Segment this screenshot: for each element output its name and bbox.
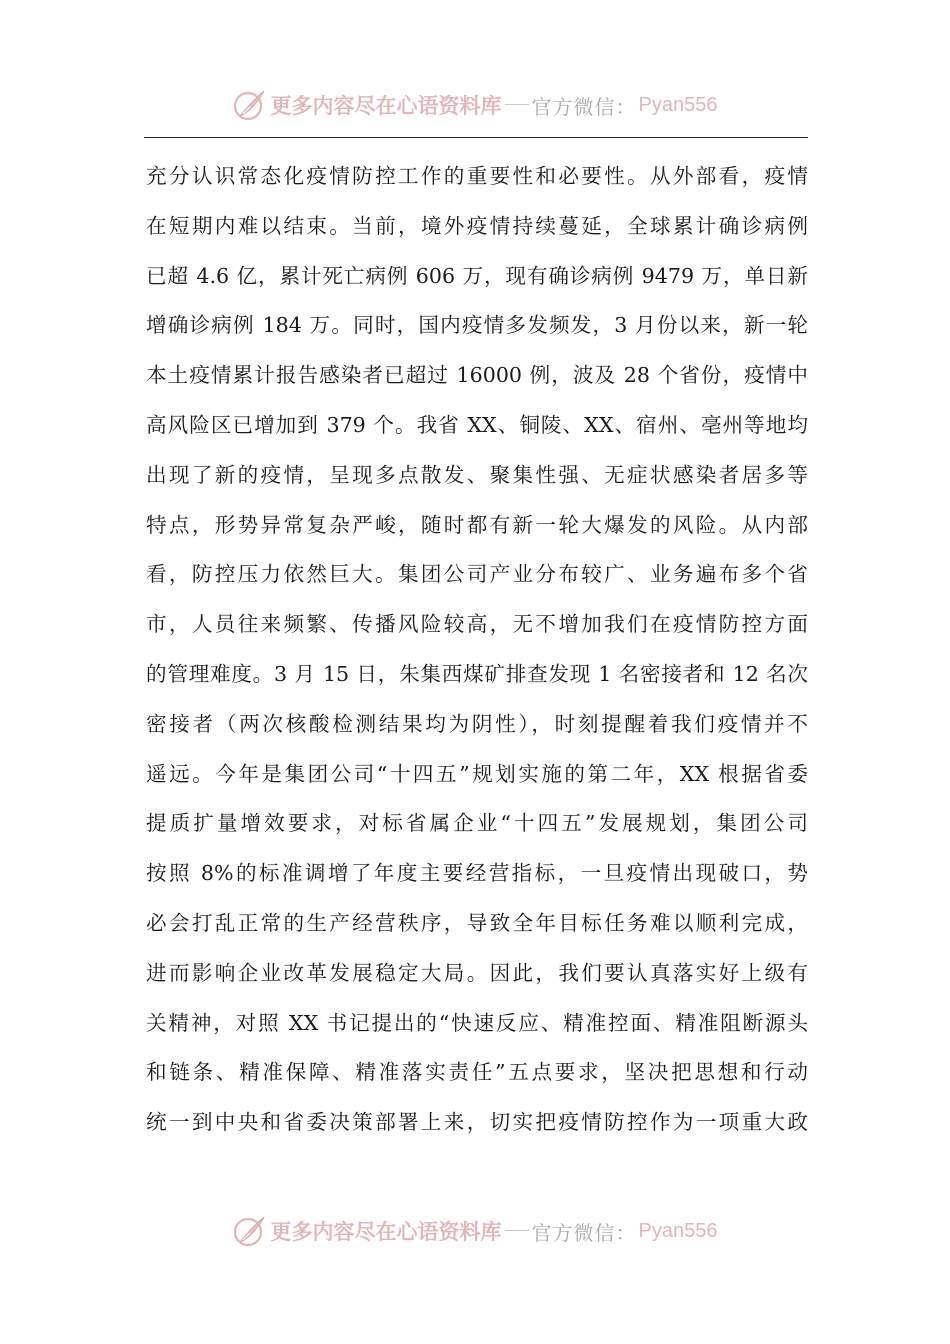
body-line: 和链条、精准保障、精准落实责任”五点要求，坚决把思想和行动 xyxy=(146,1060,808,1085)
header-dash xyxy=(505,104,529,105)
body-line: 充分认识常态化疫情防控工作的重要性和必要性。从外部看，疫情 xyxy=(146,164,808,188)
body-line: 特点，形势异常复杂严峻，随时都有新一轮大爆发的风险。从内部 xyxy=(146,512,808,537)
body-line: 密接者（两次核酸检测结果均为阴性），时刻提醒着我们疫情并不 xyxy=(146,711,808,736)
body-line: 必会打乱正常的生产经营秩序，导致全年目标任务难以顺利完成， xyxy=(146,910,808,935)
body-line: 统一到中央和省委决策部署上来，切实把疫情防控作为一项重大政 xyxy=(146,1110,808,1135)
footer-official-label: 官方微信： xyxy=(531,1220,637,1245)
body-line: 的管理难度。3 月 15 日，朱集西煤矿排查发现 1 名密接者和 12 名次 xyxy=(146,661,808,686)
footer-dash xyxy=(505,1230,529,1231)
body-line: 关精神，对照 XX 书记提出的“快速反应、精准控面、精准阻断源头 xyxy=(146,1010,808,1035)
body-line: 增确诊病例 184 万。同时，国内疫情多发频发，3 月份以来，新一轮 xyxy=(146,313,808,338)
footer-banner xyxy=(0,1206,950,1256)
header-banner xyxy=(0,80,950,130)
body-line: 高风险区已增加到 379 个。我省 XX、铜陵、XX、宿州、亳州等地均 xyxy=(146,412,808,437)
footer-account: Pyan556 xyxy=(638,1219,718,1242)
body-line: 按照 8%的标准调增了年度主要经营指标，一旦疫情出现破口，势 xyxy=(146,861,808,886)
header-promo-text: 更多内容尽在心语资料库 xyxy=(270,93,502,118)
body-line: 本土疫情累计报告感染者已超过 16000 例，波及 28 个省份，疫情中 xyxy=(146,363,808,388)
footer-promo-text: 更多内容尽在心语资料库 xyxy=(270,1219,502,1244)
body-line: 市，人员往来频繁、传播风险较高，无不增加我们在疫情防控方面 xyxy=(146,612,808,637)
quill-logo-icon xyxy=(233,88,267,122)
body-line: 进而影响企业改革发展稳定大局。因此，我们要认真落实好上级有 xyxy=(146,960,808,985)
body-line: 遥远。今年是集团公司“十四五”规划实施的第二年，XX 根据省委 xyxy=(146,761,808,786)
quill-logo-icon xyxy=(233,1214,267,1248)
header-divider xyxy=(144,137,808,138)
body-line: 在短期内难以结束。当前，境外疫情持续蔓延，全球累计确诊病例 xyxy=(146,213,808,238)
body-line: 看，防控压力依然巨大。集团公司产业分布较广、业务遍布多个省 xyxy=(146,562,808,587)
header-official-label: 官方微信： xyxy=(531,94,637,119)
header-account: Pyan556 xyxy=(638,93,718,116)
body-line: 出现了新的疫情，呈现多点散发、聚集性强、无症状感染者居多等 xyxy=(146,462,808,487)
body-line: 提质扩量增效要求，对标省属企业“十四五”发展规划，集团公司 xyxy=(146,811,808,836)
document-body xyxy=(146,152,808,1148)
body-line: 已超 4.6 亿，累计死亡病例 606 万，现有确诊病例 9479 万，单日新 xyxy=(146,263,808,288)
